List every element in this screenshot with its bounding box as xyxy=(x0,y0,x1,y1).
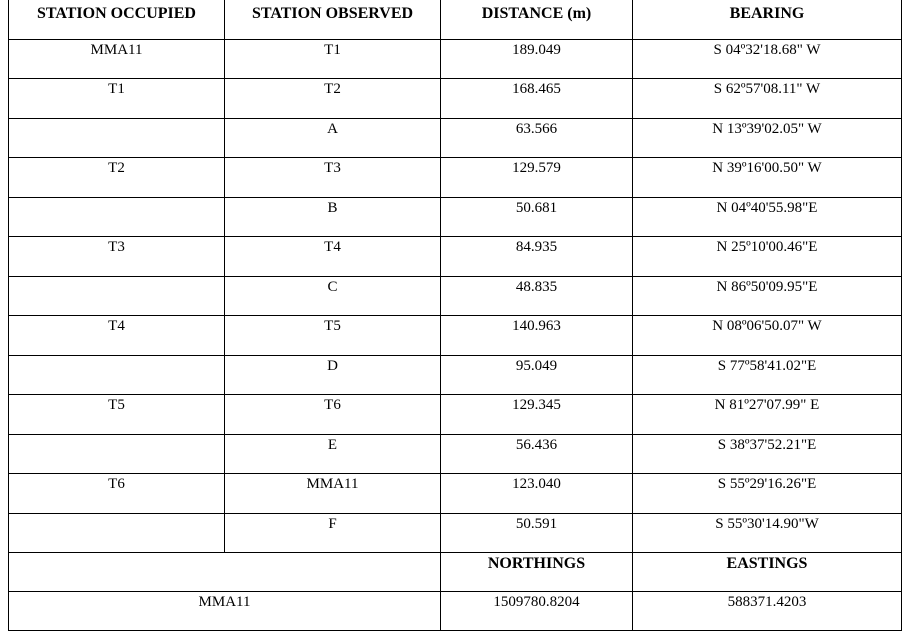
northings-value: 1509780.8204 xyxy=(441,592,633,631)
cell-bearing: S 04º32'18.68" W xyxy=(633,39,902,79)
cell-bearing: N 39º16'00.50" W xyxy=(633,158,902,198)
eastings-value: 588371.4203 xyxy=(633,592,902,631)
traverse-table xyxy=(8,0,902,631)
table-row xyxy=(9,237,902,277)
col-header-station-observed: STATION OBSERVED xyxy=(225,0,441,39)
coordinates-header-row xyxy=(9,553,902,592)
cell-station-occupied: MMA11 xyxy=(9,39,225,79)
cell-distance: 50.591 xyxy=(441,513,633,553)
cell-bearing: S 55º30'14.90"W xyxy=(633,513,902,553)
table-row xyxy=(9,197,902,237)
northings-label: NORTHINGS xyxy=(441,553,633,592)
cell-distance: 63.566 xyxy=(441,118,633,158)
cell-distance: 168.465 xyxy=(441,79,633,119)
cell-distance: 95.049 xyxy=(441,355,633,395)
table-row xyxy=(9,434,902,474)
cell-station-observed: T3 xyxy=(225,158,441,198)
coordinates-row xyxy=(9,592,902,631)
cell-station-observed: T1 xyxy=(225,39,441,79)
table-row xyxy=(9,39,902,79)
cell-station-occupied xyxy=(9,355,225,395)
cell-bearing: S 62º57'08.11" W xyxy=(633,79,902,119)
table-row xyxy=(9,513,902,553)
cell-bearing: N 04º40'55.98"E xyxy=(633,197,902,237)
table-row xyxy=(9,79,902,119)
cell-station-occupied: T2 xyxy=(9,158,225,198)
cell-station-observed: D xyxy=(225,355,441,395)
col-header-distance: DISTANCE (m) xyxy=(441,0,633,39)
cell-station-occupied xyxy=(9,197,225,237)
cell-distance: 129.579 xyxy=(441,158,633,198)
cell-bearing: S 77º58'41.02"E xyxy=(633,355,902,395)
cell-station-observed: T5 xyxy=(225,316,441,356)
table-row xyxy=(9,474,902,514)
cell-station-occupied xyxy=(9,513,225,553)
table-row xyxy=(9,395,902,435)
table-row xyxy=(9,316,902,356)
header-row xyxy=(9,0,902,39)
col-header-bearing: BEARING xyxy=(633,0,902,39)
cell-station-occupied xyxy=(9,118,225,158)
cell-station-occupied xyxy=(9,276,225,316)
table-row xyxy=(9,276,902,316)
cell-station-occupied: T4 xyxy=(9,316,225,356)
cell-station-occupied: T3 xyxy=(9,237,225,277)
cell-station-observed: A xyxy=(225,118,441,158)
cell-station-observed: T2 xyxy=(225,79,441,119)
cell-station-observed: MMA11 xyxy=(225,474,441,514)
cell-station-observed: T4 xyxy=(225,237,441,277)
coordinates-station: MMA11 xyxy=(9,592,441,631)
cell-station-observed: T6 xyxy=(225,395,441,435)
cell-distance: 140.963 xyxy=(441,316,633,356)
blank-cell xyxy=(9,553,441,592)
cell-station-occupied: T1 xyxy=(9,79,225,119)
cell-distance: 84.935 xyxy=(441,237,633,277)
cell-distance: 56.436 xyxy=(441,434,633,474)
cell-bearing: S 55º29'16.26"E xyxy=(633,474,902,514)
cell-station-occupied xyxy=(9,434,225,474)
cell-station-observed: C xyxy=(225,276,441,316)
table-row xyxy=(9,355,902,395)
col-header-station-occupied: STATION OCCUPIED xyxy=(9,0,225,39)
cell-distance: 50.681 xyxy=(441,197,633,237)
cell-bearing: N 86º50'09.95"E xyxy=(633,276,902,316)
cell-bearing: N 81º27'07.99" E xyxy=(633,395,902,435)
cell-bearing: N 08º06'50.07" W xyxy=(633,316,902,356)
cell-distance: 48.835 xyxy=(441,276,633,316)
eastings-label: EASTINGS xyxy=(633,553,902,592)
table-row xyxy=(9,158,902,198)
cell-distance: 129.345 xyxy=(441,395,633,435)
cell-bearing: N 13º39'02.05" W xyxy=(633,118,902,158)
cell-station-observed: F xyxy=(225,513,441,553)
cell-distance: 189.049 xyxy=(441,39,633,79)
cell-bearing: N 25º10'00.46"E xyxy=(633,237,902,277)
cell-station-occupied: T5 xyxy=(9,395,225,435)
cell-station-occupied: T6 xyxy=(9,474,225,514)
table-row xyxy=(9,118,902,158)
cell-bearing: S 38º37'52.21"E xyxy=(633,434,902,474)
cell-station-observed: B xyxy=(225,197,441,237)
cell-distance: 123.040 xyxy=(441,474,633,514)
cell-station-observed: E xyxy=(225,434,441,474)
